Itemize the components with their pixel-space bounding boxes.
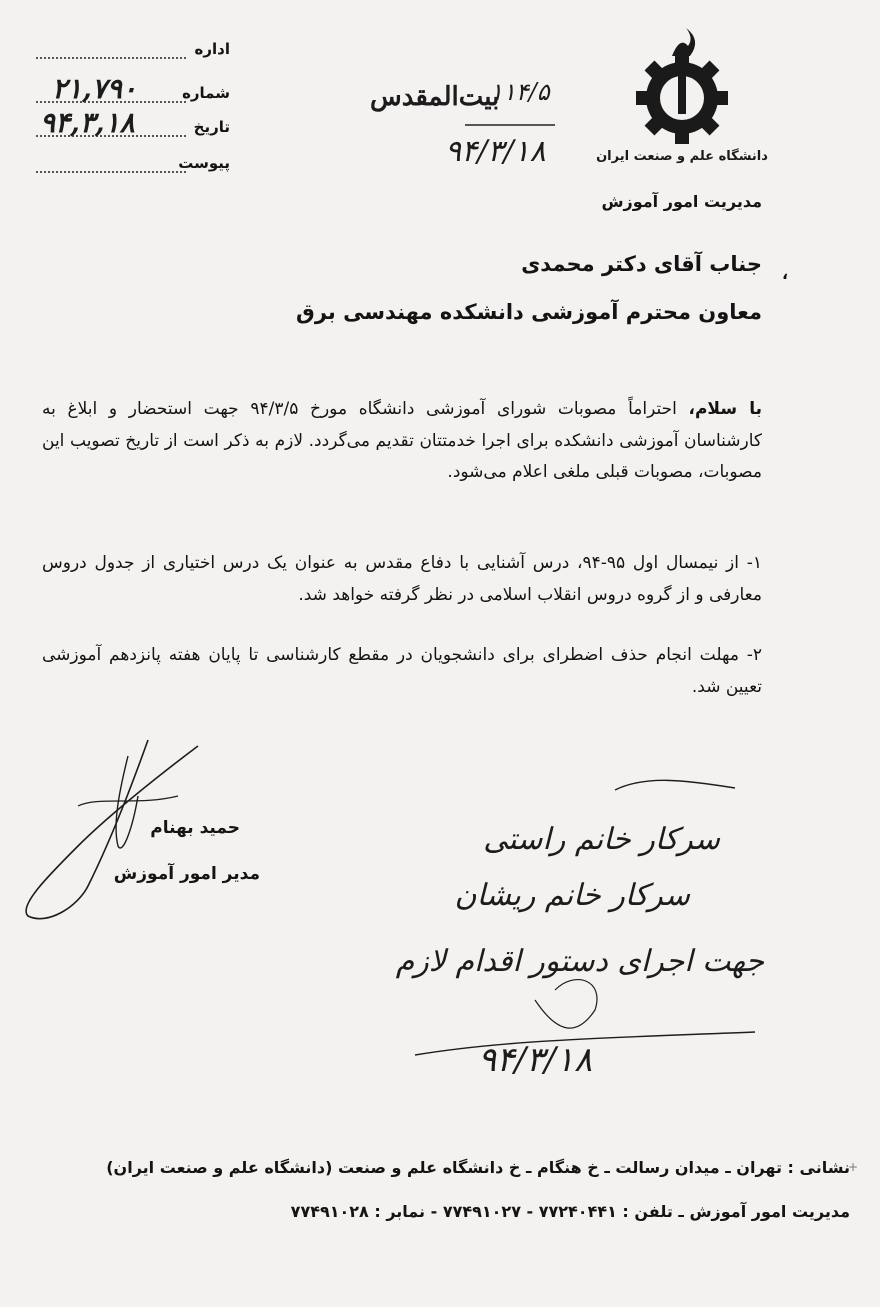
- date-label: تاریخ: [193, 118, 230, 136]
- office-label: اداره: [194, 40, 230, 58]
- handnote-date: ۹۴/۳/۱۸: [478, 1040, 593, 1080]
- attachment-line: [36, 171, 186, 173]
- stamp-underline: [465, 122, 555, 128]
- item1-text: ۱- از نیمسال اول ۹۵-۹۴، درس آشنایی با دفاع مقدس به عنوان یک درس اختیاری از جدول دروس معارفی و از گروه دروس انقلاب اسلامی در نظر گرفته خواهد شد.: [42, 553, 763, 605]
- number-label: شماره: [182, 84, 230, 102]
- greeting: با سلام،: [688, 399, 762, 419]
- recipient-title: معاون محترم آموزشی دانشکده مهندسی برق: [296, 300, 762, 324]
- university-logo: [596, 40, 768, 180]
- punch-mark: +: [848, 1160, 859, 1174]
- department-title: مدیریت امور آموزش: [601, 192, 762, 211]
- office-line: [36, 57, 186, 59]
- item2-text: ۲- مهلت انجام حذف اضطرای برای دانشجویان در مقطع کارشناسی تا پایان هفته پانزدهم آموزشی تعیین شد.: [42, 645, 762, 697]
- stamp-number: ۱۱۴/۵: [490, 78, 550, 106]
- logo-text: دانشگاه علم و صنعت ایران: [596, 149, 768, 164]
- footer-address: نشانی : تهران ـ میدان رسالت ـ خ هنگام ـ خ دانشگاه علم و صنعت (دانشگاه علم و صنعت ایران): [106, 1158, 850, 1177]
- attachment-field: [30, 154, 230, 178]
- handnote-line2: سرکار خانم ریشان: [454, 878, 690, 913]
- besmeh-stamp: [370, 78, 570, 192]
- stamp-date: ۹۴/۳/۱۸: [445, 134, 546, 169]
- date-value: ۹۴,۳,۱۸: [40, 106, 135, 139]
- handnote-line3: جهت اجرای دستور اقدام لازم: [395, 944, 764, 979]
- number-field: [30, 72, 230, 108]
- footer-contact: مدیریت امور آموزش ـ تلفن : ۷۷۲۴۰۴۴۱ - ۷۷۴۹۱۰۲۷ - نمابر : ۷۷۴۹۱۰۲۸: [290, 1202, 850, 1221]
- recipient-name: جناب آقای دکتر محمدی: [521, 252, 762, 276]
- body-item-1: [42, 548, 762, 611]
- number-value: ۲۱,۷۹۰: [52, 72, 137, 105]
- handnote-line1: سرکار خانم راستی: [483, 822, 720, 857]
- body-item-2: [42, 640, 762, 703]
- stamp-text: بیت‌المقدس: [370, 82, 500, 112]
- body-intro: [42, 394, 762, 489]
- intro-text: احتراماً مصوبات شورای آموزشی دانشگاه مورخ ۹۴/۳/۵ جهت استحضار و ابلاغ به کارشناسان آموزشی دانشکده برای اجرا خدمتتان تقدیم می‌گردد. لازم به ذکر است از تاریخ تصویب این مصوبات، مصوبات قبلی ملغی اعلام می‌شود.: [42, 399, 762, 482]
- margin-mark: ،: [782, 264, 789, 283]
- signer-title: مدیر امور آموزش: [113, 864, 260, 884]
- office-field: [30, 40, 230, 64]
- signer-name: حمید بهنام: [150, 818, 240, 838]
- attachment-label: پیوست: [178, 154, 230, 172]
- date-field: [30, 106, 230, 142]
